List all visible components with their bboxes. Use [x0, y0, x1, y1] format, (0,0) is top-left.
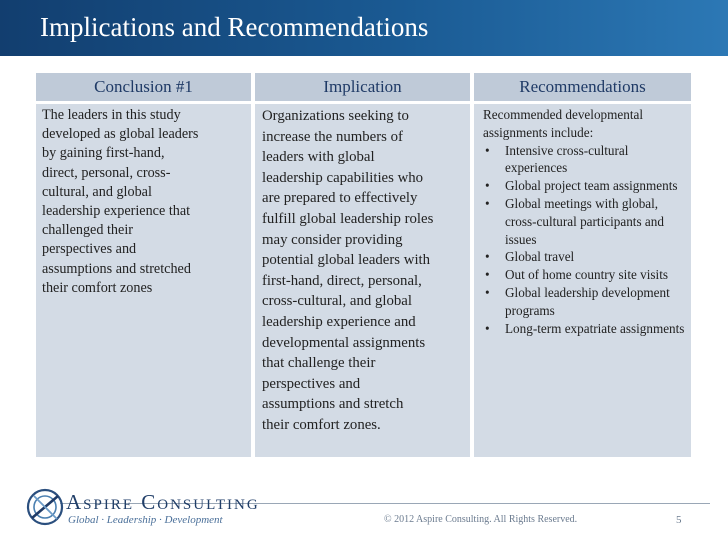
copyright-text: © 2012 Aspire Consulting. All Rights Reserved. — [384, 514, 578, 525]
recommendations-intro: assignments include: — [483, 124, 594, 140]
list-item — [483, 284, 688, 320]
recommendation-text: Global project team assignments — [505, 178, 678, 194]
bullet-icon: • — [485, 320, 490, 336]
recommendation-text: Out of home country site visits — [505, 267, 668, 283]
recommendations-cell — [483, 106, 688, 337]
implication-line: assumptions and stretch — [262, 396, 404, 413]
conclusion-line: The leaders in this study — [42, 107, 181, 123]
implication-line: are prepared to effectively — [262, 190, 418, 207]
implication-line: leaders with global — [262, 149, 375, 166]
implication-line: developmental assignments — [262, 334, 426, 351]
list-item — [483, 195, 688, 248]
implication-line: fulfill global leadership roles — [262, 210, 434, 227]
conclusion-line: cultural, and global — [42, 183, 152, 200]
bullet-icon: • — [485, 284, 490, 300]
conclusion-line: challenged their — [42, 222, 133, 239]
list-item — [483, 266, 688, 284]
implication-line: their comfort zones. — [262, 416, 381, 433]
conclusion-line: assumptions and stretched — [42, 260, 191, 277]
page-number: 5 — [676, 514, 682, 526]
recommendation-text: Global travel — [505, 249, 575, 265]
implication-line: that challenge their — [262, 355, 376, 372]
column-divider — [470, 73, 474, 457]
slide-title: Implications and Recommendations — [40, 12, 429, 42]
column-divider — [251, 73, 255, 457]
implication-line: leadership capabilities who — [262, 169, 424, 186]
company-name: Aspire Consulting — [66, 490, 260, 514]
recommendation-text: Global leadership development programs — [505, 284, 670, 318]
implication-line: perspectives and — [262, 375, 361, 392]
bullet-icon: • — [485, 195, 490, 211]
implication-line: may consider providing — [262, 231, 403, 248]
recommendations-intro: Recommended developmental — [483, 107, 644, 122]
recommendations-table — [36, 73, 691, 457]
list-item — [483, 177, 688, 195]
title-bar — [0, 0, 728, 56]
conclusion-cell — [42, 106, 250, 298]
bullet-icon: • — [485, 178, 490, 194]
recommendation-text: Global meetings with global, cross-cultural participants and issues — [505, 195, 664, 247]
list-item — [483, 248, 688, 266]
conclusion-line: their comfort zones — [42, 279, 153, 296]
bullet-icon: • — [485, 142, 490, 158]
implication-line: Organizations seeking to — [262, 108, 409, 124]
aspire-logo-icon — [24, 486, 66, 528]
bullet-icon: • — [485, 249, 490, 265]
implication-cell — [262, 106, 468, 436]
recommendation-text: Intensive cross-cultural experiences — [505, 142, 629, 176]
implication-line: increase the numbers of — [262, 128, 403, 145]
conclusion-line: developed as global leaders — [42, 126, 199, 143]
header-conclusion: Conclusion #1 — [36, 73, 251, 101]
header-implication: Implication — [255, 73, 470, 101]
header-recommendations: Recommendations — [474, 73, 691, 101]
implication-line: potential global leaders with — [262, 252, 431, 269]
conclusion-line: leadership experience that — [42, 203, 191, 220]
conclusion-line: direct, personal, cross- — [42, 164, 171, 181]
bullet-icon: • — [485, 267, 490, 283]
list-item — [483, 320, 688, 338]
implication-line: first-hand, direct, personal, — [262, 272, 422, 289]
list-item — [483, 142, 688, 178]
company-tagline: Global · Leadership · Development — [68, 514, 223, 526]
conclusion-line: by gaining first-hand, — [42, 145, 165, 162]
header-divider — [36, 101, 691, 104]
recommendations-list — [483, 142, 688, 338]
implication-line: leadership experience and — [262, 313, 416, 330]
conclusion-line: perspectives and — [42, 241, 137, 258]
implication-line: cross-cultural, and global — [262, 293, 412, 310]
recommendation-text: Long-term expatriate assignments — [505, 320, 685, 336]
